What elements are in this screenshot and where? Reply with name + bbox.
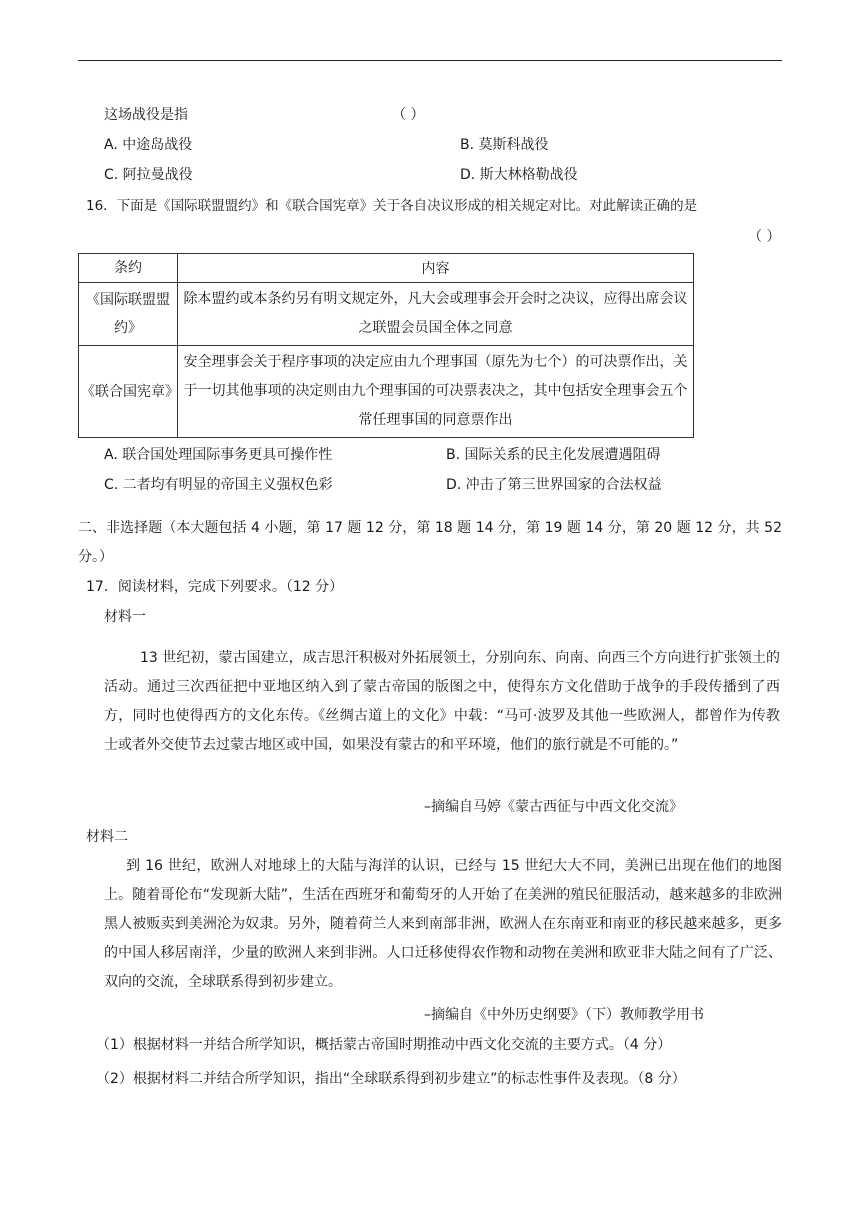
- q16-option-d: D. 冲击了第三世界国家的合法权益: [446, 477, 662, 493]
- q16-option-a: A. 联合国处理国际事务更具可操作性: [104, 447, 333, 463]
- table-header-content: 内容: [178, 254, 694, 283]
- table-header-row: [79, 254, 694, 283]
- table-cell-content: 除本盟约或本条约另有明文规定外，凡大会或理事会开会时之决议，应得出席会议之联盟会员国全体之同意: [178, 283, 694, 346]
- treaty-comparison-table: [78, 253, 694, 438]
- q15-option-d: D. 斯大林格勒战役: [460, 167, 578, 183]
- material-1-text: 13 世纪初，蒙古国建立，成吉思汗积极对外拓展领土，分别向东、向南、向西三个方向进行扩张领土的活动。通过三次西征把中亚地区纳入到了蒙古帝国的版图之中，使得东方文化借助于战争的手段传播到了西方，同时也使得西方的文化东传。《丝绸古道上的文化》中载：“马可·波罗及其他一些欧洲人，都曾作为传教士或者外交使节去过蒙古地区或中国，如果没有蒙古的和平环境，他们的旅行就是不可能的。”: [104, 650, 780, 753]
- q16-option-b: B. 国际关系的民主化发展遭遇阻碍: [446, 447, 661, 463]
- material-2-text: 到 16 世纪，欧洲人对地球上的大陆与海洋的认识，已经与 15 世纪大大不同，美洲已出现在他们的地图上。随着哥伦布“发现新大陆”，生活在西班牙和葡萄牙的人开始了在美洲的殖民征服活动，越来越多的非欧洲黑人被贩卖到美洲沦为奴隶。另外，随着荷兰人来到南部非洲，欧洲人在东南亚和南亚的移民越来越多，更多的中国人移居南洋，少量的欧洲人来到非洲。人口迁移使得农作物和动物在美洲和欧亚非大陆之间有了广泛、双向的交流，全球联系得到初步建立。: [104, 858, 782, 990]
- material-1-source: –摘编自马婷《蒙古西征与中西文化交流》: [424, 799, 683, 815]
- table-cell-treaty-name: 《国际联盟盟约》: [79, 283, 178, 346]
- q17-stem: 17．阅读材料，完成下列要求。（12 分）: [86, 579, 344, 595]
- material-1-label: 材料一: [104, 609, 146, 625]
- material-2-label: 材料二: [86, 829, 128, 845]
- q15-stem: 这场战役是指: [104, 107, 188, 123]
- table-row: [79, 283, 694, 346]
- table-header-treaty: 条约: [79, 254, 178, 283]
- q15-answer-bracket: （ ）: [392, 107, 425, 123]
- table-cell-content: 安全理事会关于程序事项的决定应由九个理事国（原先为七个）的可决票作出，关于一切其他事项的决定则由九个理事国的可决票表决之，其中包括安全理事会五个常任理事国的同意票作出: [178, 346, 694, 438]
- q15-option-a: A. 中途岛战役: [104, 137, 193, 153]
- section-2-heading: 二、非选择题（本大题包括 4 小题，第 17 题 12 分，第 18 题 14 分，第 19 题 14 分，第 20 题 12 分，共 52 分。）: [78, 520, 782, 565]
- material-2-source: –摘编自《中外历史纲要》（下）教师教学用书: [424, 1007, 704, 1023]
- q16-stem: 16．下面是《国际联盟盟约》和《联合国宪章》关于各自决议形成的相关规定对比。对此解读正确的是: [86, 198, 698, 214]
- header-rule: [78, 60, 782, 61]
- q15-option-c: C. 阿拉曼战役: [104, 167, 193, 183]
- table-cell-treaty-name: 《联合国宪章》: [79, 346, 178, 438]
- q17-subquestion-1: （1）根据材料一并结合所学知识，概括蒙古帝国时期推动中西文化交流的主要方式。（4 分）: [96, 1037, 672, 1053]
- q15-option-b: B. 莫斯科战役: [460, 137, 549, 153]
- q16-option-c: C. 二者均有明显的帝国主义强权色彩: [104, 477, 333, 493]
- q17-subquestion-2: （2）根据材料二并结合所学知识，指出“全球联系得到初步建立”的标志性事件及表现。（8 分）: [96, 1071, 686, 1087]
- table-row: [79, 346, 694, 438]
- q16-answer-bracket: （ ）: [748, 229, 781, 245]
